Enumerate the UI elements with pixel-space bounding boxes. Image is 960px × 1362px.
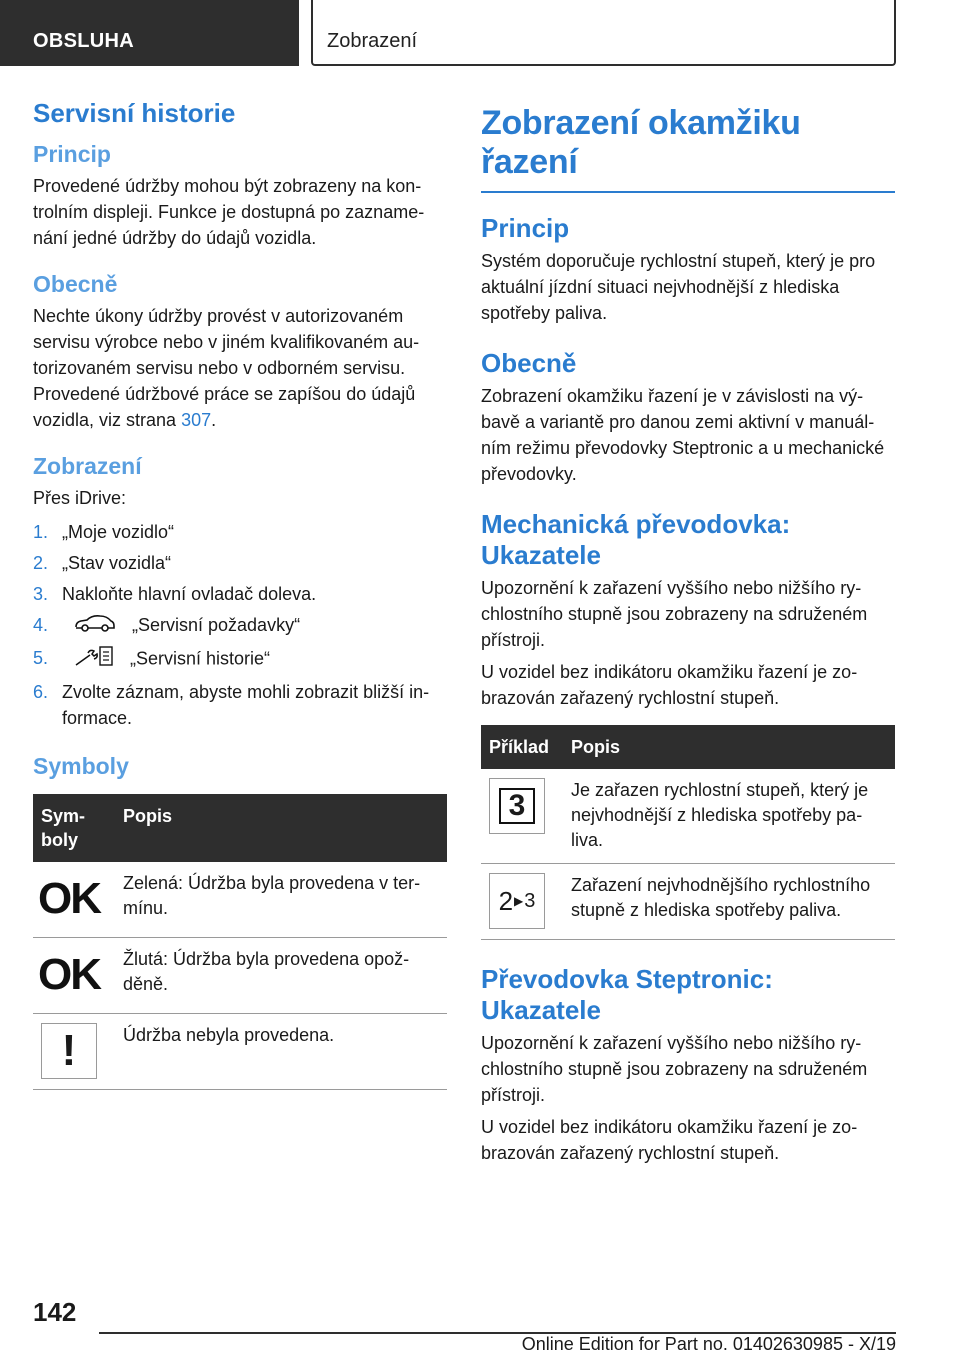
chapter-tab xyxy=(311,0,896,66)
list-item: 1. „Moje vozidlo“ xyxy=(33,522,175,542)
table-row: OK Žlutá: Údržba byla provedena opožděně. xyxy=(33,937,447,1013)
left-column xyxy=(33,98,447,1090)
symbols-table xyxy=(33,794,447,1090)
obecne-text: Nechte úkony údržby provést v autorizovaném servisu výrobce nebo v jiném kvalifikovaném autorizovaném servisu nebo v odborném servisu. Provedené údržbové práce se zapíšou do údajů vozidla, viz strana 307. xyxy=(33,306,420,430)
table-row: ! Údržba nebyla provedena. xyxy=(33,1013,447,1089)
exclamation-icon: ! xyxy=(41,1023,97,1079)
gear-3-icon: 3 xyxy=(489,778,545,834)
ok-yellow-icon: OK xyxy=(38,950,100,1000)
step-text-2: U vozidel bez indikátoru okamžiku řazení je zobrazován zařazený rychlostní stupeň. xyxy=(481,1117,858,1163)
mech-text-1: Upozornění k zařazení vyššího nebo nižšího rychlostního stupně jsou zobrazeny na sdruženém přístroji. xyxy=(481,578,868,650)
service-history-title: Servisní historie xyxy=(33,98,236,128)
section-label: OBSLUHA xyxy=(33,30,134,52)
table-row: OK Zelená: Údržba byla provedena v termínu. xyxy=(33,862,447,938)
r-princip-heading: Princip xyxy=(481,213,570,243)
gear-shift-up-icon: 2 ▶ 3 xyxy=(489,873,545,929)
list-item: 4. „Servisní požadavky“ xyxy=(33,612,447,640)
right-column xyxy=(481,98,895,1172)
obecne-heading: Obecně xyxy=(33,271,118,297)
car-icon xyxy=(74,613,116,640)
zobrazeni-heading: Zobrazení xyxy=(33,453,142,479)
mech-text-2: U vozidel bez indikátoru okamžiku řazení je zobrazován zařazený rychlostní stupeň. xyxy=(481,662,858,708)
r-princip-text: Systém doporučuje rychlostní stupeň, který je pro aktuální jízdní situaci nejvhodnější z hlediska spotřeby paliva. xyxy=(481,251,876,323)
table-header-desc: Popis xyxy=(563,725,895,769)
edition-note: Online Edition for Part no. 01402630985 - X/19 xyxy=(521,1334,896,1354)
mech-heading: Mechanická převodovka: Ukazatele xyxy=(481,509,791,570)
list-item: 3. Nakloňte hlavní ovladač doleva. xyxy=(33,584,317,604)
symboly-heading: Symboly xyxy=(33,752,129,779)
r-obecne-text: Zobrazení okamžiku řazení je v závislosti na výbavě a variantě pro danou zemi aktivní v manuálním režimu převodovky Steptronic a u mechanické převodovky. xyxy=(481,386,885,484)
steps-list xyxy=(33,519,447,731)
table-row: 3 Je zařazen rychlostní stupeň, který je nejvhodnější z hlediska spotřeby paliva. xyxy=(481,769,895,864)
gear-shift-title: Zobrazení okamžiku řazení xyxy=(481,104,895,193)
princip-heading: Princip xyxy=(33,141,111,167)
steptronic-heading: Převodovka Steptronic: Ukazatele xyxy=(481,964,773,1025)
princip-text: Provedené údržby mohou být zobrazeny na kontrolním displeji. Funkce je dostupná po zaznamenání jedné údržby do údajů vozidla. xyxy=(33,176,425,248)
page-number: 142 xyxy=(33,1297,77,1327)
chapter-label: Zobrazení xyxy=(327,30,418,52)
ok-green-icon: OK xyxy=(38,874,100,924)
gear-table xyxy=(481,725,895,940)
table-row: 2 ▶ 3 Zařazení nejvhodnějšího rychlostního stupně z hlediska spotřeby paliva. xyxy=(481,864,895,940)
step-text-1: Upozornění k zařazení vyššího nebo nižšího rychlostního stupně jsou zobrazeny na sdruženém přístroji. xyxy=(481,1033,868,1105)
list-item: 6. Zvolte záznam, abyste mohli zobrazit bližší informace. xyxy=(33,681,430,728)
r-obecne-heading: Obecně xyxy=(481,348,577,378)
table-header-desc: Popis xyxy=(115,794,447,862)
list-item: 5. „Servisní historie“ xyxy=(33,645,447,674)
table-header-example: Příklad xyxy=(481,725,563,769)
section-tab xyxy=(0,0,299,66)
table-header-symbol: Symboly xyxy=(33,794,115,862)
page-header xyxy=(0,0,960,66)
arrow-right-icon: ▶ xyxy=(514,893,524,908)
service-history-icon xyxy=(74,645,114,674)
zobrazeni-intro: Přes iDrive: xyxy=(33,488,127,508)
page-ref-link[interactable]: 307 xyxy=(181,410,212,430)
list-item: 2. „Stav vozidla“ xyxy=(33,553,172,573)
